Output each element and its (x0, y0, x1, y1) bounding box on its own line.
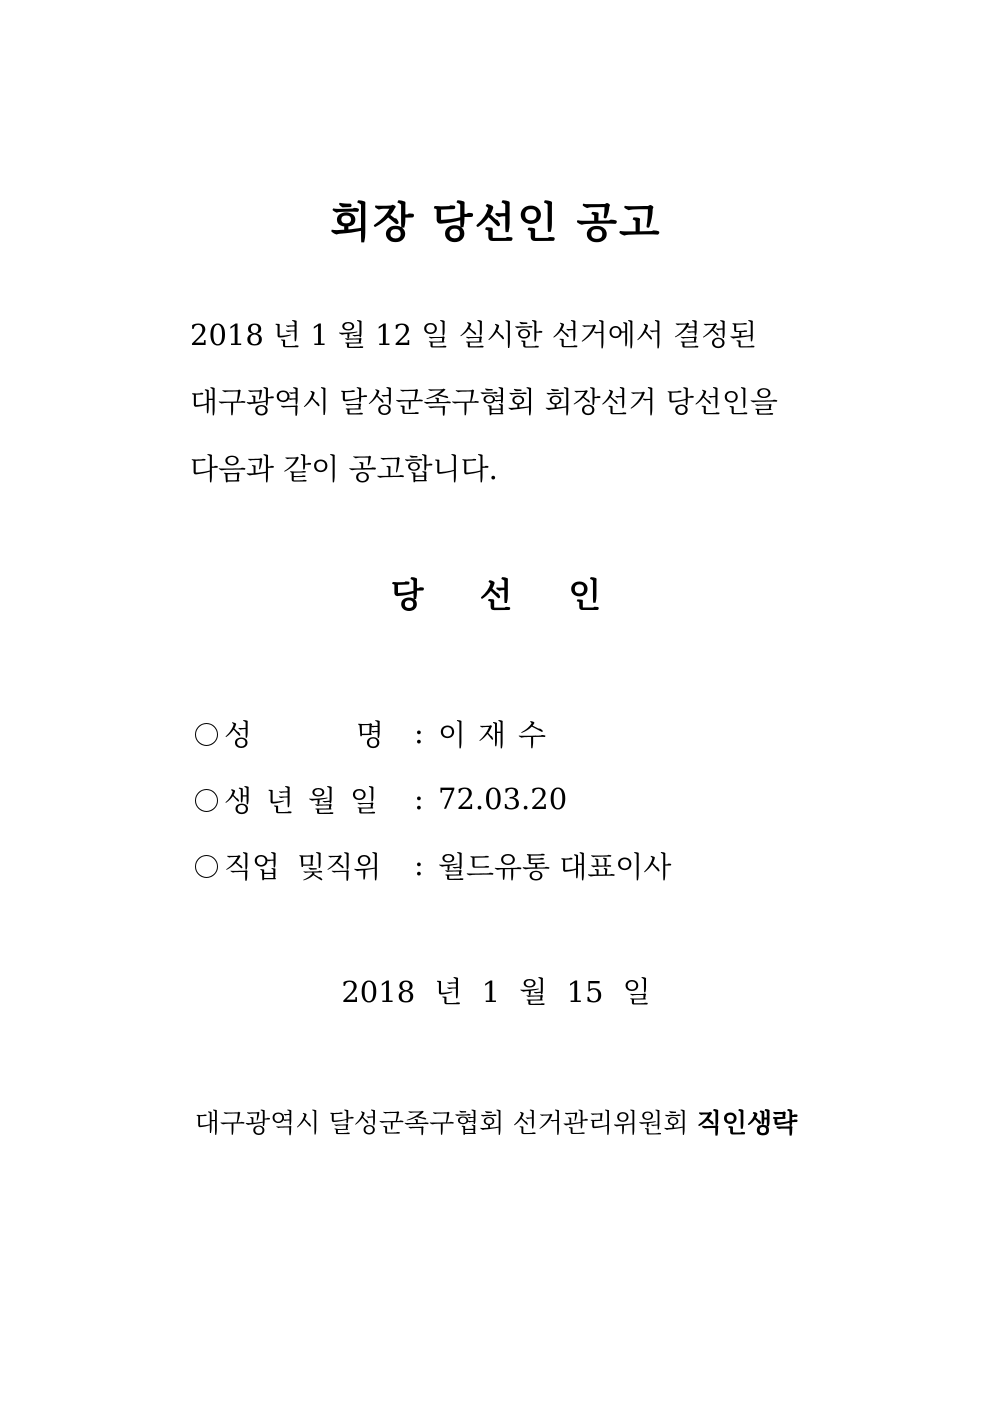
name-label-last: 명 (355, 717, 384, 752)
document-title: 회장 당선인 공고 (330, 198, 662, 247)
info-row-job (195, 832, 671, 898)
name-value: 이재수 (438, 717, 559, 752)
job-label: 직업 및직위 (224, 849, 382, 884)
job-value: 월드유통 대표이사 (438, 849, 672, 884)
intro-line-3: 다음과 같이 공고합니다. (190, 452, 498, 486)
circle-bullet-icon (195, 723, 218, 746)
winner-info (195, 700, 671, 898)
intro-line-1: 2018 년 1 월 12 일 실시한 선거에서 결정된 (190, 318, 758, 352)
colon: : (414, 848, 424, 882)
colon: : (414, 716, 424, 750)
intro-paragraph (190, 302, 850, 503)
birth-label: 생년월일 (224, 783, 393, 818)
intro-line-2: 대구광역시 달성군족구협회 회장선거 당선인을 (190, 385, 778, 419)
birth-value: 72.03.20 (438, 782, 568, 816)
issuer-line (0, 1103, 992, 1140)
name-label (224, 713, 384, 754)
colon: : (414, 782, 424, 816)
issuer-name: 대구광역시 달성군족구협회 선거관리위원회 (194, 1109, 689, 1139)
seal-note: 직인생략 (696, 1109, 798, 1139)
section-heading: 당선인 (390, 576, 658, 616)
announcement-date: 2018 년 1 월 15 일 (341, 975, 651, 1009)
info-row-birth (195, 766, 671, 832)
info-row-name (195, 700, 671, 766)
name-label-first: 성 (224, 717, 253, 752)
circle-bullet-icon (195, 855, 218, 878)
circle-bullet-icon (195, 789, 218, 812)
